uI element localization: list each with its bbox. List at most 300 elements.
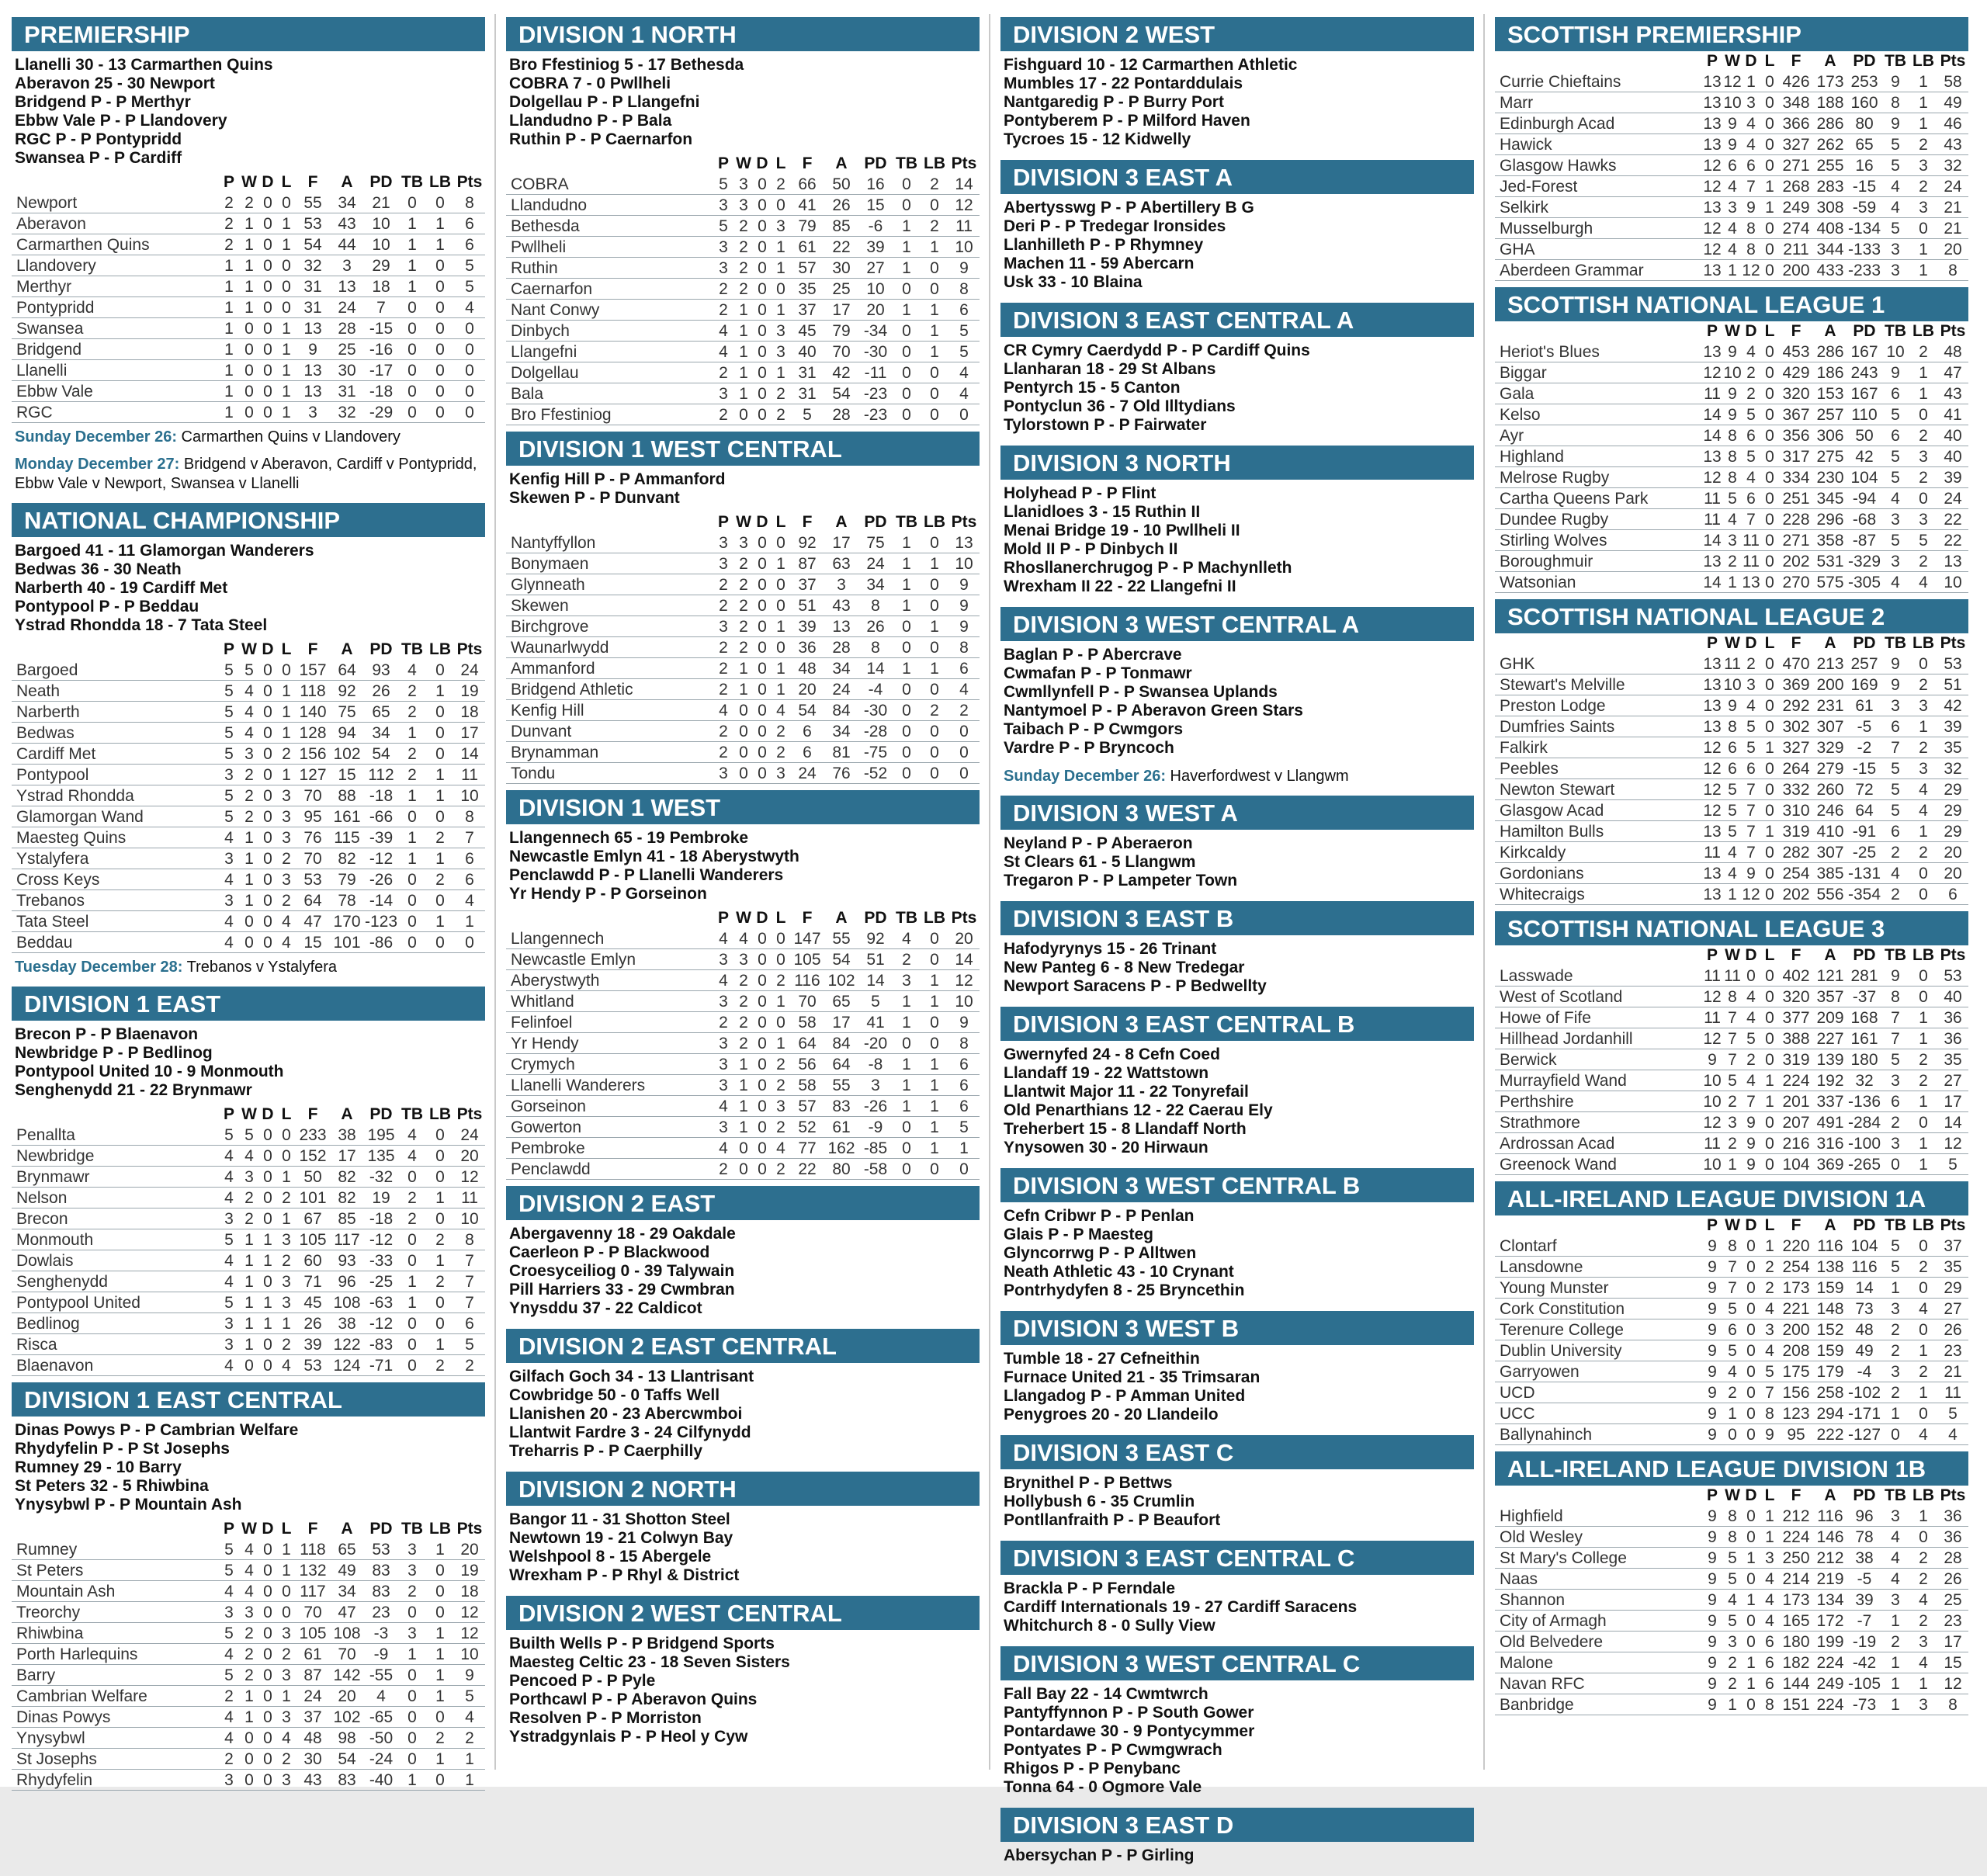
stat-cell: 2 [921, 216, 948, 237]
stat-cell: 4 [1881, 176, 1909, 197]
team-name: Selkirk [1495, 197, 1701, 218]
stat-cell: 1 [240, 890, 258, 911]
stat-cell: 4 [1881, 863, 1909, 884]
stat-cell: 3 [277, 806, 296, 827]
stat-cell: 95 [296, 806, 330, 827]
stat-cell: 3 [1909, 1694, 1937, 1715]
table-row [1495, 467, 1968, 488]
stat-cell: 0 [753, 1075, 772, 1096]
stat-cell: 64 [330, 660, 364, 681]
stat-cell: 1 [277, 381, 296, 402]
stat-cell: 5 [1881, 1236, 1909, 1257]
stat-cell: 3 [218, 1770, 240, 1791]
standings-table [506, 154, 980, 425]
stat-cell: 9 [1881, 654, 1909, 674]
stat-cell: 14 [858, 970, 893, 991]
stat-cell: 0 [921, 383, 948, 404]
stat-cell: 32 [296, 255, 330, 276]
result-line: Llandaff 19 - 22 Wattstown [1004, 1064, 1209, 1082]
stat-cell: 1 [734, 1054, 753, 1075]
stat-cell: 12 [454, 1623, 485, 1644]
stat-cell: 0 [454, 360, 485, 381]
team-name: Heriot's Blues [1495, 342, 1701, 362]
table-row [12, 1208, 485, 1229]
stat-cell: 19 [454, 681, 485, 702]
stat-cell: 35 [1937, 1049, 1968, 1070]
team-name: Bedwas [12, 723, 218, 744]
stat-cell: 5 [1881, 779, 1909, 800]
stat-cell: 1 [426, 1334, 454, 1355]
stat-cell: 0 [753, 362, 772, 383]
stat-cell: 0 [1760, 966, 1779, 987]
column-header: P [1706, 322, 1718, 340]
stat-cell: 188 [1813, 92, 1847, 113]
stat-cell: 80 [824, 1159, 858, 1180]
table-row [506, 237, 980, 258]
stat-cell: 0 [258, 1539, 277, 1560]
stat-cell: -18 [364, 785, 398, 806]
stat-cell: 1 [258, 1292, 277, 1313]
stat-cell: 0 [258, 213, 277, 234]
stat-cell: 5 [454, 255, 485, 276]
column-header: LB [429, 1105, 451, 1123]
stat-cell: 102 [330, 744, 364, 765]
team-name: Bedlinog [12, 1313, 218, 1334]
stat-cell: 12 [1701, 758, 1723, 779]
stat-cell: 3 [277, 1623, 296, 1644]
stat-cell: 5 [1881, 758, 1909, 779]
stat-cell: 29 [364, 255, 398, 276]
stat-cell: 0 [398, 1686, 426, 1707]
result-line: Builth Wells P - P Bridgend Sports [509, 1635, 775, 1652]
stat-cell: 3 [240, 744, 258, 765]
team-name: Waunarlwydd [506, 637, 713, 658]
stat-cell: 1 [277, 360, 296, 381]
stat-cell: 4 [713, 321, 734, 342]
team-name: Hillhead Jordanhill [1495, 1028, 1701, 1049]
stat-cell: 13 [1701, 716, 1723, 737]
stat-cell: 3 [1909, 758, 1937, 779]
stat-cell: 1 [454, 1749, 485, 1770]
result-line: CR Cymry Caerdydd P - P Cardiff Quins [1004, 342, 1310, 359]
results-list [506, 466, 980, 512]
column-header [12, 640, 218, 660]
stat-cell: 249 [1779, 197, 1813, 218]
team-name: Aberystwyth [506, 970, 713, 991]
table-row [12, 1623, 485, 1644]
stat-cell: 30 [330, 360, 364, 381]
table-row [506, 742, 980, 763]
stat-cell: 0 [921, 532, 948, 553]
stat-cell: 0 [258, 806, 277, 827]
stat-cell: 134 [1813, 1590, 1847, 1611]
column-header: Pts [951, 154, 977, 172]
stat-cell: 32 [330, 402, 364, 423]
team-name: Yr Hendy [506, 1033, 713, 1054]
stat-cell: 127 [296, 765, 330, 785]
stat-cell: 0 [258, 297, 277, 318]
column-header: F [1791, 634, 1801, 652]
stat-cell: 47 [330, 1602, 364, 1623]
stat-cell: 5 [218, 660, 240, 681]
stat-cell: 6 [1881, 1091, 1909, 1112]
team-name: Hamilton Bulls [1495, 821, 1701, 842]
column-header: PD [369, 640, 393, 658]
stat-cell: 44 [330, 234, 364, 255]
stat-cell: 2 [1742, 654, 1760, 674]
stat-cell: 1 [398, 276, 426, 297]
stat-cell: 1 [1909, 1382, 1937, 1403]
stat-cell: 0 [734, 404, 753, 425]
stat-cell: 275 [1813, 446, 1847, 467]
stat-cell: 12 [948, 195, 980, 216]
result-line: Ruthin P - P Caernarfon [509, 130, 693, 148]
stat-cell: 2 [772, 721, 790, 742]
stat-cell: 0 [258, 765, 277, 785]
stat-cell: 0 [240, 402, 258, 423]
stat-cell: 1 [1723, 1154, 1742, 1175]
stat-cell: 36 [1937, 1028, 1968, 1049]
stat-cell: 20 [454, 1539, 485, 1560]
stat-cell: 3 [240, 1602, 258, 1623]
table-row [12, 869, 485, 890]
stat-cell: 1 [426, 213, 454, 234]
stat-cell: -5 [1847, 716, 1881, 737]
team-name: Currie Chieftains [1495, 71, 1701, 92]
stat-cell: 0 [1909, 1236, 1937, 1257]
stat-cell: 0 [1760, 467, 1779, 488]
standings-table [1495, 945, 1968, 1175]
stat-cell: 1 [1881, 1611, 1909, 1632]
team-name: Felinfoel [506, 1012, 713, 1033]
stat-cell: 54 [296, 234, 330, 255]
stat-cell: 230 [1813, 467, 1847, 488]
team-name: Kelso [1495, 404, 1701, 425]
section-title: DIVISION 3 WEST CENTRAL B [1000, 1168, 1474, 1202]
stat-cell: 209 [1813, 1007, 1847, 1028]
stat-cell: 9 [1881, 674, 1909, 695]
column-header: D [262, 640, 274, 658]
stat-cell: 0 [1760, 239, 1779, 260]
stat-cell: 0 [1760, 863, 1779, 884]
table-row [1495, 966, 1968, 987]
stat-cell: -28 [858, 721, 893, 742]
stat-cell: 358 [1813, 530, 1847, 551]
stat-cell: 17 [824, 532, 858, 553]
stat-cell: -55 [364, 1665, 398, 1686]
stat-cell: 9 [948, 1012, 980, 1033]
stat-cell: 0 [893, 404, 921, 425]
stat-cell: 8 [1723, 987, 1742, 1007]
stat-cell: 1 [1881, 1652, 1909, 1673]
stat-cell: 0 [258, 869, 277, 890]
stat-cell: 4 [277, 911, 296, 932]
section-scottish-national-league-3 [1495, 911, 1968, 1175]
stat-cell: 1 [921, 553, 948, 574]
stat-cell: 0 [1760, 342, 1779, 362]
stat-cell: 1 [218, 276, 240, 297]
result-line: Cwmafan P - P Tonmawr [1004, 664, 1192, 682]
section-division-2-east [506, 1186, 980, 1323]
stat-cell: -16 [364, 339, 398, 360]
stat-cell: 410 [1813, 821, 1847, 842]
table-row [1495, 1340, 1968, 1361]
stat-cell: 10 [948, 237, 980, 258]
team-name: Highland [1495, 446, 1701, 467]
stat-cell: 12 [1701, 467, 1723, 488]
result-line: Pentyrch 15 - 5 Canton [1004, 379, 1181, 397]
stat-cell: 9 [1701, 1049, 1723, 1070]
stat-cell: 5 [240, 1125, 258, 1146]
column-divider [494, 14, 496, 1770]
table-row [1495, 695, 1968, 716]
stat-cell: 453 [1779, 342, 1813, 362]
stat-cell: -20 [858, 1033, 893, 1054]
stat-cell: 11 [1743, 531, 1760, 550]
result-line: Penclawdd P - P Llanelli Wanderers [509, 866, 784, 884]
stat-cell: 3 [1742, 92, 1760, 113]
stat-cell: 7 [1723, 1278, 1742, 1299]
stat-cell: 14 [948, 949, 980, 970]
stat-cell: 0 [426, 381, 454, 402]
column-header: A [1824, 322, 1836, 340]
stat-cell: 0 [258, 1146, 277, 1167]
stat-cell: 3 [1909, 509, 1937, 530]
section-title: DIVISION 1 NORTH [506, 17, 980, 51]
stat-cell: 160 [1847, 92, 1881, 113]
stat-cell: 1 [258, 1250, 277, 1271]
stat-cell: 12 [1701, 800, 1723, 821]
result-line: Pontypool United 10 - 9 Monmouth [15, 1063, 284, 1080]
stat-cell: 94 [330, 723, 364, 744]
stat-cell: 2 [277, 1644, 296, 1665]
stat-cell: 24 [858, 553, 893, 574]
stat-cell: 48 [1937, 342, 1968, 362]
stat-cell: 0 [753, 679, 772, 700]
stat-cell: -73 [1847, 1694, 1881, 1715]
stat-cell: 260 [1813, 779, 1847, 800]
stat-cell: 10 [948, 553, 980, 574]
stat-cell: 156 [1779, 1382, 1813, 1403]
column-header: PD [369, 1520, 393, 1538]
result-line: Glyncorrwg P - P Alltwen [1004, 1244, 1197, 1262]
stat-cell: 294 [1813, 1403, 1847, 1424]
column-header: F [1791, 1216, 1801, 1234]
stat-cell: -7 [1847, 1611, 1881, 1632]
stat-cell: 0 [258, 848, 277, 869]
stat-cell: 0 [734, 700, 753, 721]
stat-cell: 2 [277, 890, 296, 911]
stat-cell: 12 [1742, 885, 1760, 903]
team-name: St Josephs [12, 1749, 218, 1770]
stat-cell: 0 [398, 1728, 426, 1749]
stat-cell: 0 [426, 932, 454, 953]
fixture-note [1000, 762, 1474, 789]
stat-cell: 556 [1813, 884, 1847, 905]
stat-cell: 13 [1742, 573, 1760, 591]
table-row [506, 595, 980, 616]
stat-cell: 53 [296, 869, 330, 890]
stat-cell: 1 [1909, 1007, 1937, 1028]
table-row [12, 1271, 485, 1292]
stat-cell: 5 [1937, 1403, 1968, 1424]
stat-cell: 41 [1937, 404, 1968, 425]
result-line: Tonna 64 - 0 Ogmore Vale [1004, 1778, 1202, 1796]
column-header: L [1764, 1486, 1775, 1504]
stat-cell: 0 [258, 1208, 277, 1229]
table-header-row [1495, 321, 1968, 342]
stat-cell: 3 [1881, 1133, 1909, 1154]
team-name: Ruthin [506, 258, 713, 279]
table-row [506, 763, 980, 784]
team-name: Stewart's Melville [1495, 674, 1701, 695]
stat-cell: 45 [296, 1292, 330, 1313]
stat-cell: 1 [240, 1707, 258, 1728]
stat-cell: 2 [713, 658, 734, 679]
stat-cell: 1 [893, 237, 921, 258]
stat-cell: 2 [426, 827, 454, 848]
column-header: TB [896, 909, 917, 927]
stat-cell: 1 [1909, 716, 1937, 737]
stat-cell: 0 [921, 362, 948, 383]
column-header: A [1824, 946, 1836, 964]
stat-cell: 0 [258, 1749, 277, 1770]
column-header: L [281, 1105, 292, 1123]
column-header: P [1706, 52, 1718, 70]
stat-cell: 85 [330, 1208, 364, 1229]
table-row [506, 362, 980, 383]
table-row [12, 1355, 485, 1376]
stat-cell: 1 [1909, 1673, 1937, 1694]
stat-cell: 11 [1937, 1382, 1968, 1403]
stat-cell: 159 [1813, 1340, 1847, 1361]
stat-cell: 0 [753, 1159, 772, 1180]
stat-cell: 2 [277, 1250, 296, 1271]
stat-cell: 302 [1779, 716, 1813, 737]
stat-cell: -23 [858, 383, 893, 404]
table-row [12, 1770, 485, 1791]
result-line: Porthcawl P - P Aberavon Quins [509, 1690, 758, 1708]
stat-cell: 6 [1881, 821, 1909, 842]
table-row [1495, 1112, 1968, 1133]
stat-cell: 6 [1742, 425, 1760, 446]
stat-cell: 20 [858, 300, 893, 321]
stat-cell: 270 [1779, 572, 1813, 593]
section-title: SCOTTISH NATIONAL LEAGUE 1 [1495, 287, 1968, 321]
table-header-row [506, 908, 980, 928]
stat-cell: 0 [1760, 674, 1779, 695]
stat-cell: 433 [1813, 260, 1847, 281]
stat-cell: 84 [824, 700, 858, 721]
stat-cell: 17 [454, 723, 485, 744]
stat-cell: 132 [296, 1560, 330, 1581]
stat-cell: 65 [364, 702, 398, 723]
stat-cell: 11 [1701, 1133, 1723, 1154]
stat-cell: 3 [1909, 197, 1937, 218]
stat-cell: 14 [454, 744, 485, 765]
stat-cell: 7 [1881, 1007, 1909, 1028]
stat-cell: 43 [330, 213, 364, 234]
stat-cell: 92 [790, 532, 824, 553]
team-name: Caernarfon [506, 279, 713, 300]
team-name: Trebanos [12, 890, 218, 911]
stat-cell: 26 [296, 1313, 330, 1334]
table-row [1495, 716, 1968, 737]
stat-cell: 2 [240, 1644, 258, 1665]
table-row [12, 297, 485, 318]
stat-cell: 4 [713, 700, 734, 721]
stat-cell: 12 [1701, 218, 1723, 239]
column-header: LB [1912, 634, 1934, 652]
stat-cell: -17 [364, 360, 398, 381]
stat-cell: 1 [734, 321, 753, 342]
stat-cell: 4 [713, 1138, 734, 1159]
stat-cell: -4 [1847, 1361, 1881, 1382]
column-header: Pts [951, 513, 977, 531]
stat-cell: 88 [330, 785, 364, 806]
stat-cell: 2 [240, 806, 258, 827]
stat-cell: 34 [330, 192, 364, 213]
stat-cell: 0 [753, 174, 772, 195]
stat-cell: 1 [426, 1188, 454, 1208]
stat-cell: 9 [1701, 1424, 1723, 1445]
result-line: Mumbles 17 - 22 Pontarddulais [1004, 75, 1243, 92]
stat-cell: 14 [948, 174, 980, 195]
stat-cell: 3 [713, 1075, 734, 1096]
stat-cell: 112 [364, 765, 398, 785]
stat-cell: 12 [1723, 72, 1742, 91]
column-header: LB [924, 154, 945, 172]
stat-cell: 319 [1779, 1049, 1813, 1070]
results-list [1000, 1842, 1474, 1870]
stat-cell: 3 [277, 1665, 296, 1686]
fixture-date: Monday December 27: [15, 456, 180, 473]
stat-cell: 408 [1813, 218, 1847, 239]
stat-cell: 102 [824, 970, 858, 991]
stat-cell: 327 [1779, 737, 1813, 758]
stat-cell: 82 [330, 1188, 364, 1208]
table-row [12, 234, 485, 255]
stat-cell: 24 [330, 297, 364, 318]
stat-cell: 3 [1760, 1319, 1779, 1340]
stat-cell: 159 [1813, 1278, 1847, 1299]
team-name: Cardiff Met [12, 744, 218, 765]
stat-cell: 2 [713, 574, 734, 595]
section-title: DIVISION 1 EAST CENTRAL [12, 1382, 485, 1417]
stat-cell: 1 [398, 1271, 426, 1292]
stat-cell: 0 [426, 1125, 454, 1146]
stat-cell: 2 [713, 362, 734, 383]
result-line: Llanishen 20 - 23 Abercwmboi [509, 1405, 743, 1423]
stat-cell: 470 [1779, 654, 1813, 674]
section-title: DIVISION 1 EAST [12, 987, 485, 1021]
stat-cell: 202 [1779, 551, 1813, 572]
stat-cell: 12 [1937, 1133, 1968, 1154]
team-name: Bala [506, 383, 713, 404]
stat-cell: 1 [240, 848, 258, 869]
stat-cell: 29 [1937, 779, 1968, 800]
stat-cell: 12 [1701, 362, 1723, 383]
stat-cell: -4 [858, 679, 893, 700]
stat-cell: 7 [454, 827, 485, 848]
stat-cell: 5 [454, 1686, 485, 1707]
stat-cell: 9 [1701, 1236, 1723, 1257]
stat-cell: 1 [1723, 572, 1742, 593]
stat-cell: 13 [296, 360, 330, 381]
stat-cell: 70 [296, 848, 330, 869]
stat-cell: 1 [1723, 260, 1742, 281]
stat-cell: 337 [1813, 1091, 1847, 1112]
